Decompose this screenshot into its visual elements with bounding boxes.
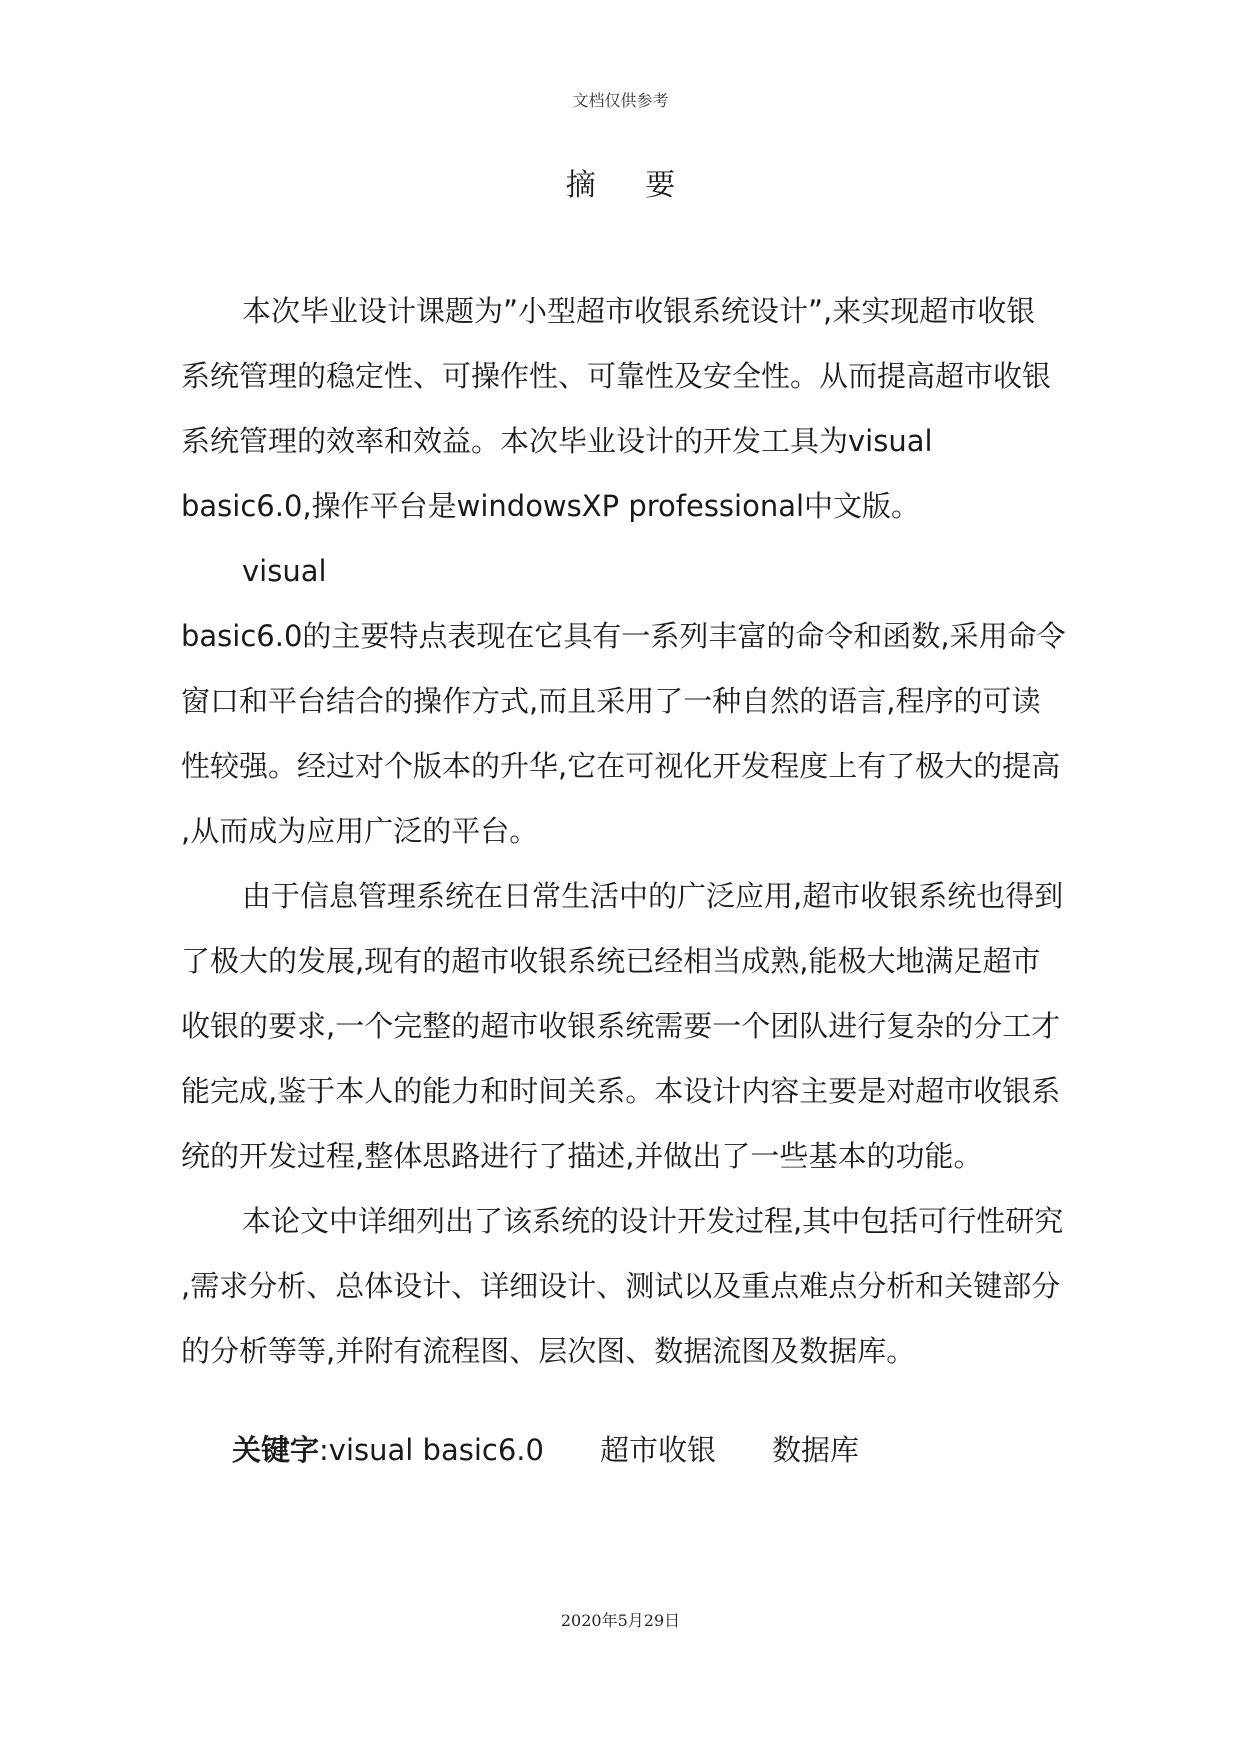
page-footer-date: 2020年5月29日 <box>560 1611 681 1630</box>
keywords-line <box>232 1428 859 1469</box>
page-header: 文档仅供参考 <box>572 91 669 110</box>
keywords-label: 关键字 <box>232 1433 320 1467</box>
body-line: 由于信息管理系统在日常生活中的广泛应用,超市收银系统也得到 <box>242 879 1064 913</box>
body-line: 性较强。经过对个版本的升华,它在可视化开发程度上有了极大的提高 <box>181 749 1061 783</box>
body-line: 本次毕业设计课题为”小型超市收银系统设计”,来实现超市收银 <box>242 294 1036 328</box>
body-line: 系统管理的效率和效益。本次毕业设计的开发工具为visual <box>181 424 933 458</box>
abstract-body <box>181 284 1101 1389</box>
body-line: 了极大的发展,现有的超市收银系统已经相当成熟,能极大地满足超市 <box>181 944 1041 978</box>
body-line: ,从而成为应用广泛的平台。 <box>181 814 539 848</box>
body-line: basic6.0的主要特点表现在它具有一系列丰富的命令和函数,采用命令 <box>181 619 1066 653</box>
body-line: 本论文中详细列出了该系统的设计开发过程,其中包括可行性研究 <box>242 1204 1064 1238</box>
body-line: 统的开发过程,整体思路进行了描述,并做出了一些基本的功能。 <box>181 1139 983 1173</box>
abstract-title: 摘 要 <box>565 168 696 203</box>
body-line: visual <box>242 554 327 588</box>
body-line: 系统管理的稳定性、可操作性、可靠性及安全性。从而提高超市收银 <box>181 359 1052 393</box>
keyword-item: 超市收银 <box>599 1433 716 1467</box>
body-line: ,需求分析、总体设计、详细设计、测试以及重点难点分析和关键部分 <box>181 1269 1061 1303</box>
keyword-item: 数据库 <box>771 1433 859 1467</box>
keyword-item: :visual basic6.0 <box>319 1433 544 1467</box>
body-line: basic6.0,操作平台是windowsXP professional中文版。 <box>181 489 921 523</box>
body-line: 的分析等等,并附有流程图、层次图、数据流图及数据库。 <box>181 1334 916 1368</box>
body-line: 收银的要求,一个完整的超市收银系统需要一个团队进行复杂的分工才 <box>181 1009 1061 1043</box>
body-line: 能完成,鉴于本人的能力和时间关系。本设计内容主要是对超市收银系 <box>181 1074 1061 1108</box>
body-line: 窗口和平台结合的操作方式,而且采用了一种自然的语言,程序的可读 <box>181 684 1041 718</box>
